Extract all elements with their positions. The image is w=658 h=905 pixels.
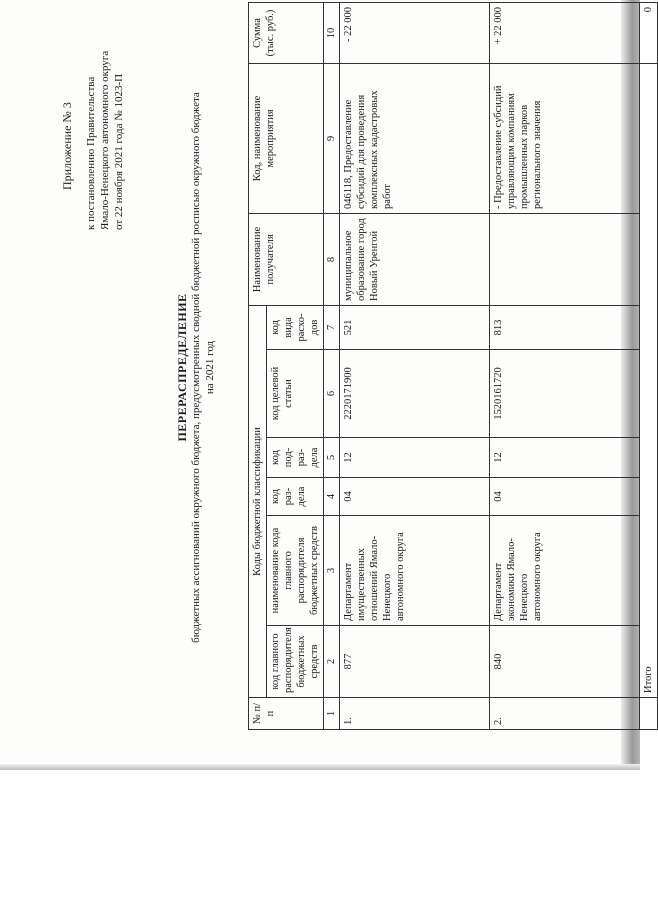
document-heading <box>175 5 217 730</box>
heading-subtitle: бюджетных ассигнований окружного бюджета, предусмотренных сводной бюджетной росписью окружного бюджета <box>190 92 202 643</box>
header-row <box>249 2 267 729</box>
row-code-grbs: 877 <box>340 626 490 698</box>
total-sum: 0 <box>640 2 658 63</box>
row-vid: 521 <box>340 305 490 349</box>
total-row <box>640 2 658 729</box>
row-vid: 813 <box>490 305 640 349</box>
column-number: 10 <box>324 2 340 63</box>
row-recipient <box>490 213 640 305</box>
column-number: 2 <box>324 626 340 698</box>
appendix-block <box>60 10 126 230</box>
header-codes-group: Коды бюджетной классификации <box>249 305 267 697</box>
appendix-line: от 22 ноября 2021 года № 1023-П <box>113 73 125 230</box>
header-vid: код вида расхо-дов <box>267 305 324 349</box>
row-recipient: муниципальное образование город Новый Уренгой <box>340 213 490 305</box>
allocation-table <box>248 2 658 730</box>
appendix-title: Приложение № 3 <box>60 102 74 190</box>
row-name-grbs: Департамент экономики Ямало-Ненецкого автономного округа <box>490 516 640 626</box>
table-row <box>490 2 640 729</box>
document-title: ПЕРЕРАСПРЕДЕЛЕНИЕ <box>175 293 189 442</box>
column-number: 7 <box>324 305 340 349</box>
appendix-line: к постановлению Правительства <box>85 76 97 230</box>
header-target: код целевой статьи <box>267 350 324 438</box>
header-event: Код, наименование мероприятия <box>249 63 324 213</box>
column-number: 3 <box>324 516 340 626</box>
column-number: 9 <box>324 63 340 213</box>
header-code-grbs: код главного распорядителя бюджетных средств <box>267 626 324 698</box>
appendix-line: Ямало-Ненецкого автономного округа <box>99 50 111 230</box>
header-name-grbs: наименование кода главного распорядителя бюджетных средств <box>267 516 324 626</box>
column-number: 1 <box>324 698 340 730</box>
row-event: - Предоставление субсидий управляющим компаниям промышленных парков регионального значения <box>490 63 640 213</box>
blank-margin <box>0 770 640 905</box>
row-sum: + 22 000 <box>490 2 640 63</box>
row-target: 2220171900 <box>340 350 490 438</box>
header-razdel: код раз-дела <box>267 478 324 516</box>
row-name-grbs: Департамент имущественных отношений Ямало-Ненецкого автономного округа <box>340 516 490 626</box>
row-podrazdel: 12 <box>340 438 490 478</box>
header-num: № п/п <box>249 698 324 730</box>
row-event: 046118, Предоставление субсидий для проведения комплексных кадастровых работ <box>340 63 490 213</box>
total-label: Итого <box>640 63 658 697</box>
column-number: 8 <box>324 213 340 305</box>
rotated-document <box>60 5 654 730</box>
row-podrazdel: 12 <box>490 438 640 478</box>
column-number: 5 <box>324 438 340 478</box>
column-number-row <box>324 2 340 729</box>
row-sum: - 22 000 <box>340 2 490 63</box>
header-sum: Сумма (тыс. руб.) <box>249 2 324 63</box>
table-row <box>340 2 490 729</box>
header-recipient: Наименование получателя <box>249 213 324 305</box>
header-podrazdel: код под-раз-дела <box>267 438 324 478</box>
row-target: 1520161720 <box>490 350 640 438</box>
column-number: 6 <box>324 350 340 438</box>
total-empty-cell <box>640 698 658 730</box>
row-num: 1. <box>340 698 490 730</box>
column-number: 4 <box>324 478 340 516</box>
heading-subtitle: на 2021 год <box>204 340 216 395</box>
row-code-grbs: 840 <box>490 626 640 698</box>
row-num: 2. <box>490 698 640 730</box>
row-razdel: 04 <box>490 478 640 516</box>
row-razdel: 04 <box>340 478 490 516</box>
